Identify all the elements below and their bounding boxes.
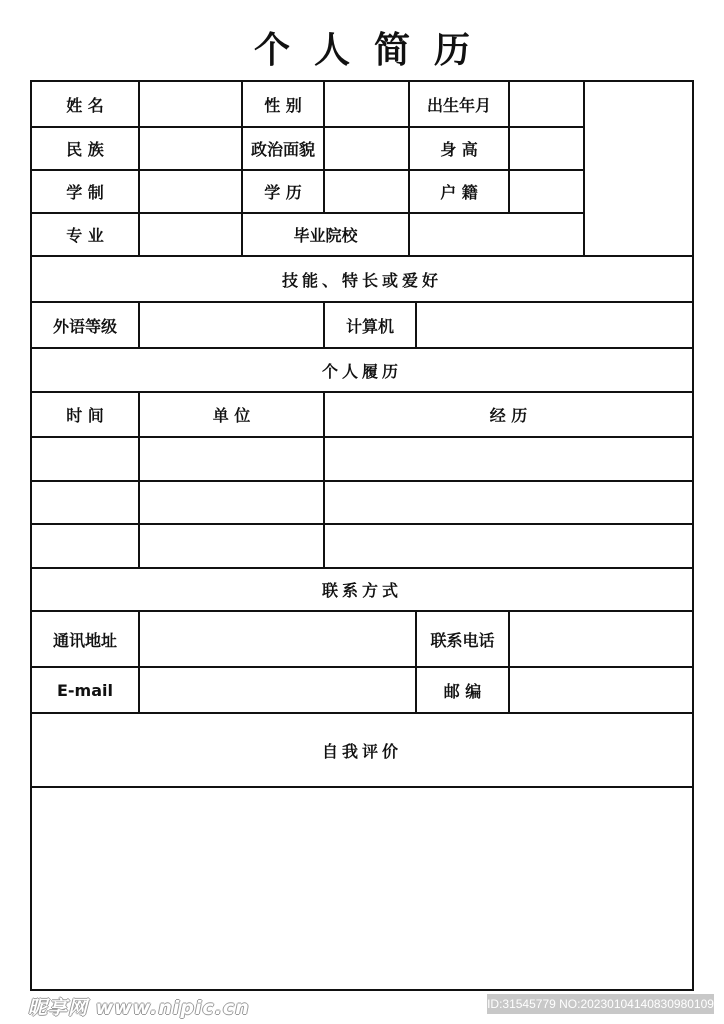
- address-label: 通讯地址: [32, 612, 140, 668]
- political-label: 政治面貌: [243, 128, 325, 171]
- education-field[interactable]: [325, 171, 410, 214]
- major-field[interactable]: [140, 214, 243, 257]
- history-row-2-unit[interactable]: [140, 482, 325, 525]
- history-row-3-unit[interactable]: [140, 525, 325, 569]
- history-row-2-experience[interactable]: [325, 482, 692, 525]
- history-col-unit: 单 位: [140, 393, 325, 438]
- birth-label: 出生年月: [410, 82, 510, 128]
- ethnicity-label: 民 族: [32, 128, 140, 171]
- gender-label: 性 别: [243, 82, 325, 128]
- email-label: E-mail: [32, 668, 140, 714]
- history-row-3-experience[interactable]: [325, 525, 692, 569]
- ethnicity-field[interactable]: [140, 128, 243, 171]
- history-section-title: 个人履历: [32, 349, 692, 393]
- schooling-label: 学 制: [32, 171, 140, 214]
- history-row-1-time[interactable]: [32, 438, 140, 482]
- education-label: 学 历: [243, 171, 325, 214]
- email-field[interactable]: [140, 668, 417, 714]
- photo-box[interactable]: [585, 82, 692, 257]
- language-label: 外语等级: [32, 303, 140, 349]
- name-label: 姓 名: [32, 82, 140, 128]
- computer-label: 计算机: [325, 303, 417, 349]
- address-field[interactable]: [140, 612, 417, 668]
- history-col-time: 时 间: [32, 393, 140, 438]
- skills-section-title: 技能、特长或爱好: [32, 257, 692, 303]
- gender-field[interactable]: [325, 82, 410, 128]
- phone-label: 联系电话: [417, 612, 510, 668]
- hukou-field[interactable]: [510, 171, 585, 214]
- school-label: 毕业院校: [243, 214, 410, 257]
- history-row-2-time[interactable]: [32, 482, 140, 525]
- height-label: 身 高: [410, 128, 510, 171]
- birth-field[interactable]: [510, 82, 585, 128]
- computer-field[interactable]: [417, 303, 692, 349]
- language-field[interactable]: [140, 303, 325, 349]
- watermark-id: ID:31545779 NO:20230104140830980109: [487, 994, 714, 1014]
- schooling-field[interactable]: [140, 171, 243, 214]
- height-field[interactable]: [510, 128, 585, 171]
- history-row-1-experience[interactable]: [325, 438, 692, 482]
- name-field[interactable]: [140, 82, 243, 128]
- page-title: 个人简历: [253, 30, 494, 71]
- watermark-site: 昵享网 www.nipic.cn: [28, 997, 250, 1019]
- school-field[interactable]: [410, 214, 585, 257]
- history-col-experience: 经 历: [325, 393, 692, 438]
- hukou-label: 户 籍: [410, 171, 510, 214]
- postcode-field[interactable]: [510, 668, 692, 714]
- phone-field[interactable]: [510, 612, 692, 668]
- self-eval-field[interactable]: [32, 788, 692, 989]
- major-label: 专 业: [32, 214, 140, 257]
- political-field[interactable]: [325, 128, 410, 171]
- contact-section-title: 联系方式: [32, 569, 692, 612]
- resume-form: [30, 80, 694, 991]
- history-row-3-time[interactable]: [32, 525, 140, 569]
- self-eval-section-title: 自我评价: [32, 714, 692, 788]
- postcode-label: 邮 编: [417, 668, 510, 714]
- history-row-1-unit[interactable]: [140, 438, 325, 482]
